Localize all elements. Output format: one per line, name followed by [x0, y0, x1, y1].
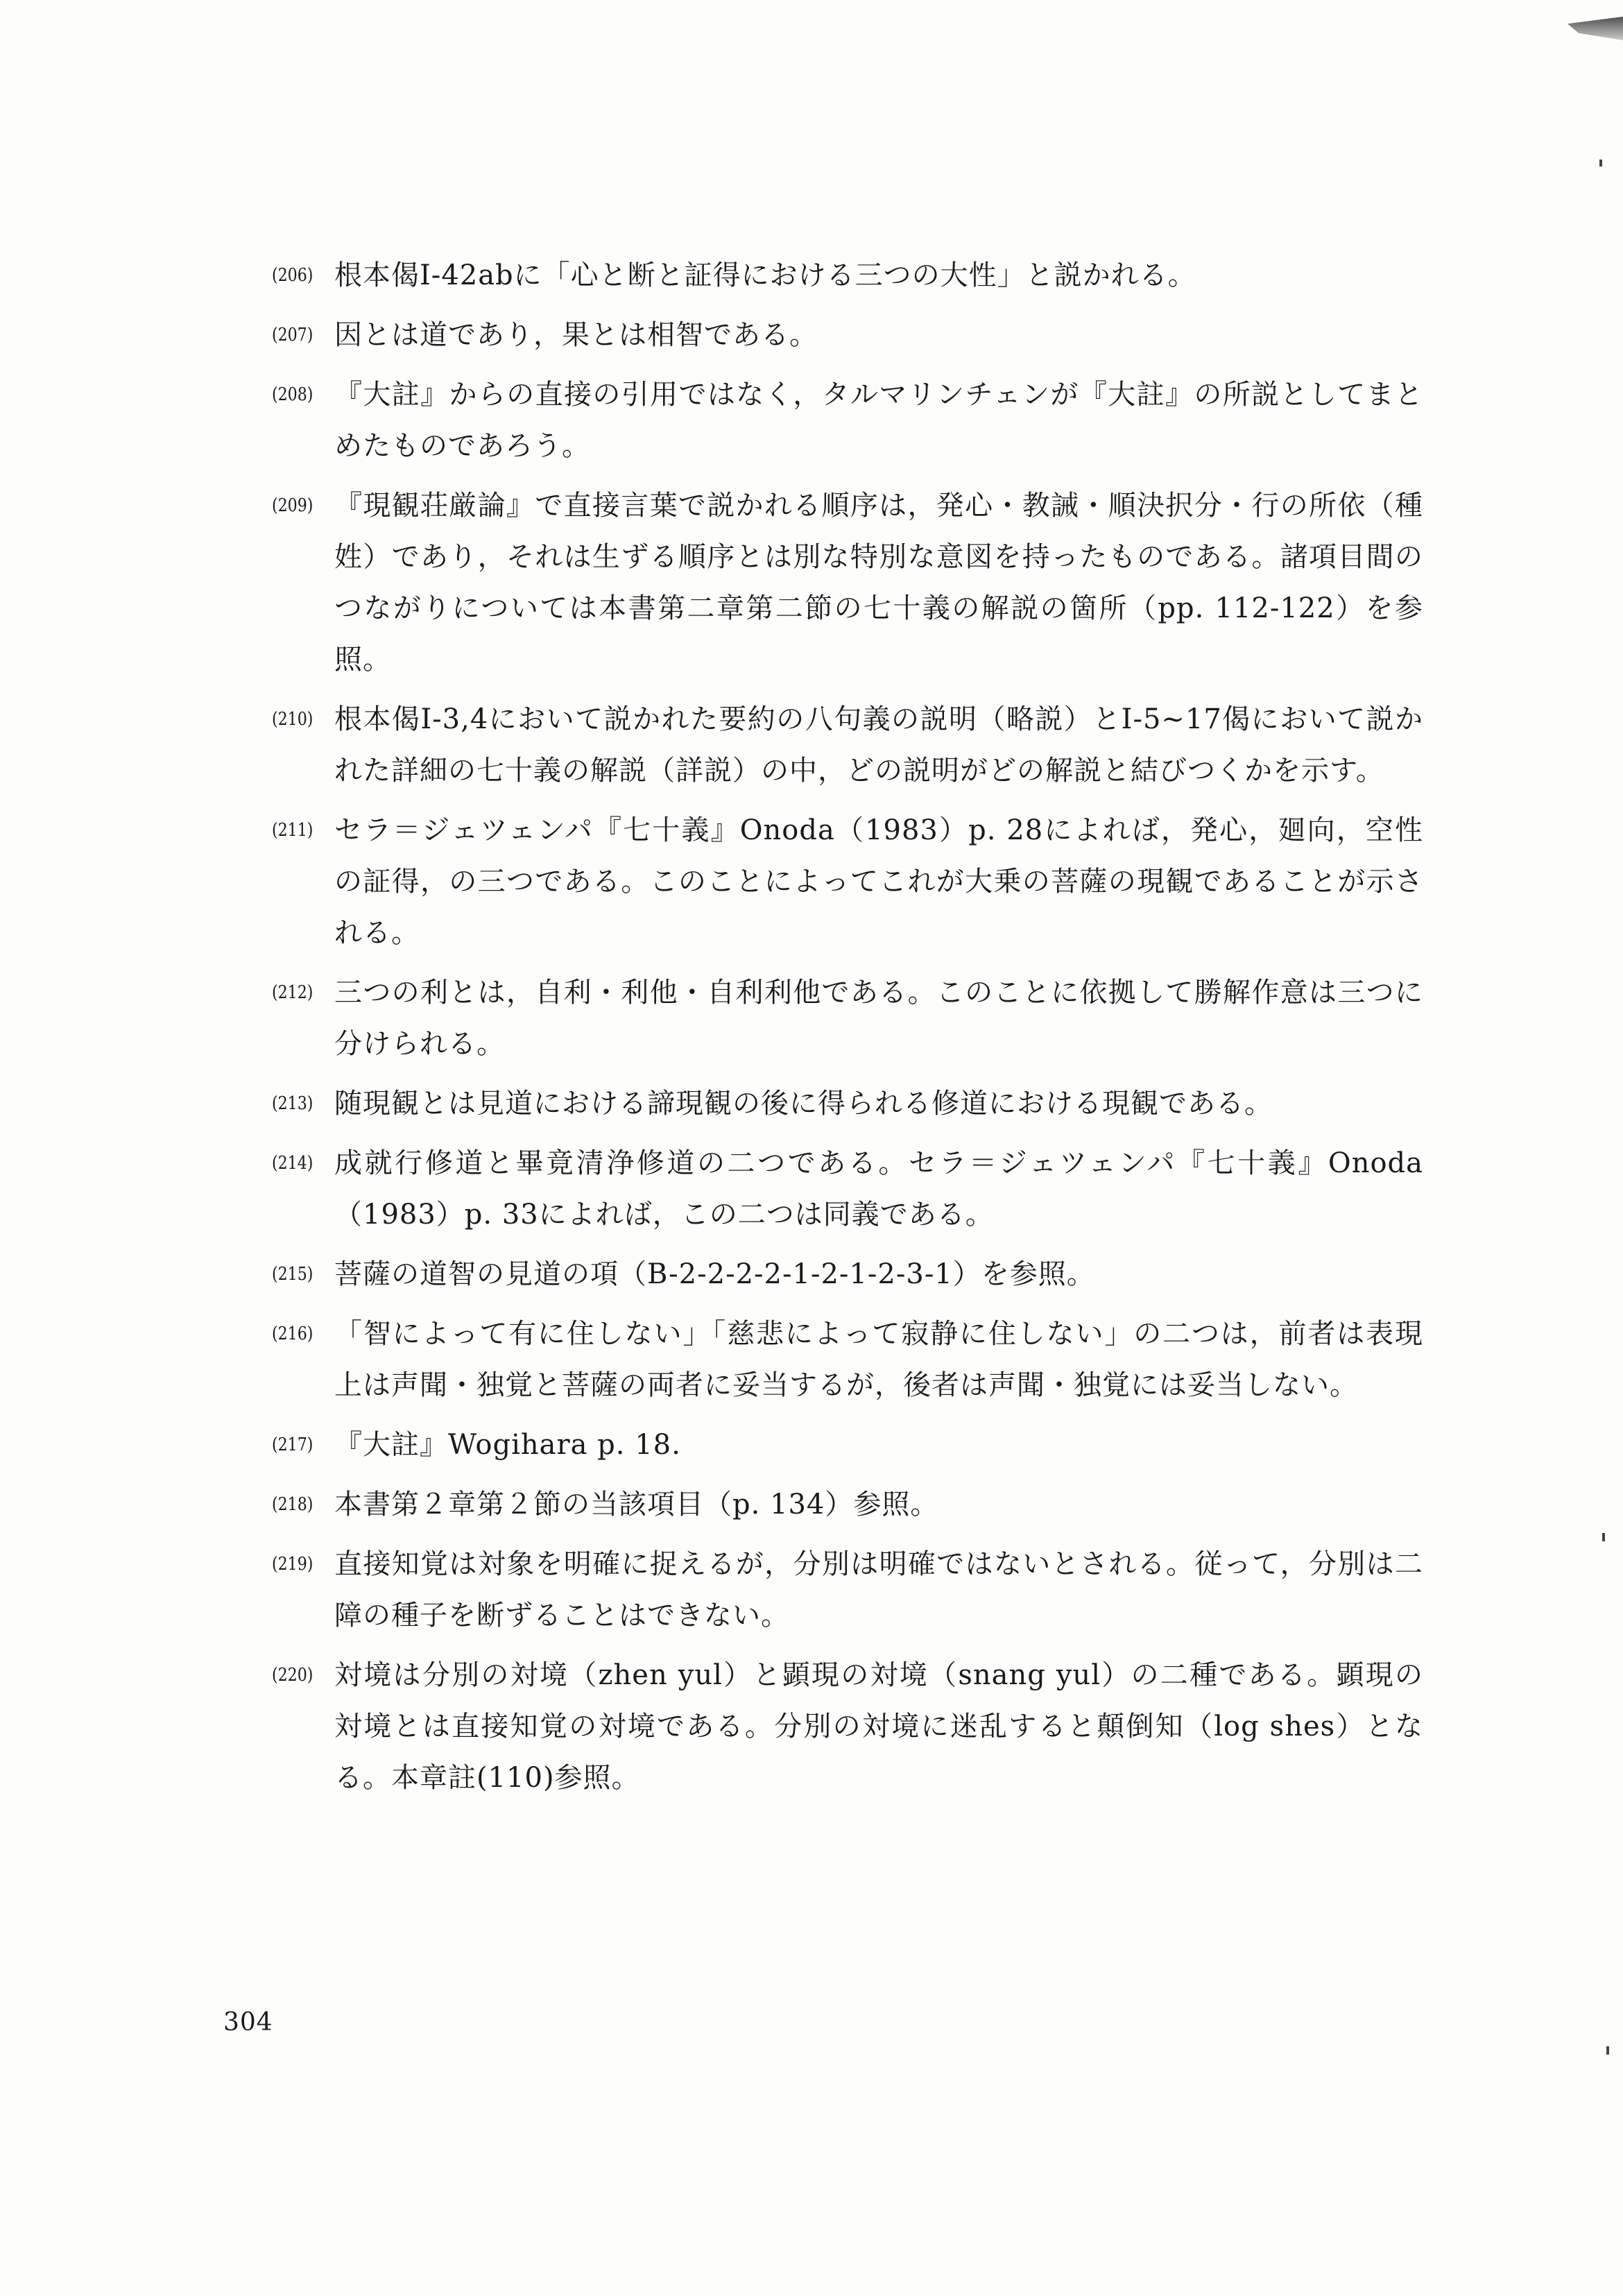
note-number: (209)	[272, 495, 314, 516]
note-text: 成就行修道と畢竟清浄修道の二つである。セラ＝ジェツェンパ『七十義』Onoda（1983）p. 33によれば，この二つは同義である。	[334, 1147, 1423, 1231]
note	[272, 369, 1423, 472]
note	[272, 480, 1423, 685]
note	[272, 1539, 1423, 1641]
note-text: 根本偈I-42abに「心と断と証得における三つの大性」と説かれる。	[334, 259, 1196, 291]
note-number: (212)	[272, 982, 314, 1003]
scan-speck	[1602, 1533, 1605, 1541]
note-text: 三つの利とは，自利・利他・自利利他である。このことに依拠して勝解作意は三つに分けられる。	[334, 977, 1423, 1060]
endnotes	[272, 250, 1423, 1812]
note-number: (208)	[272, 384, 314, 405]
note	[272, 250, 1423, 301]
note	[272, 1419, 1423, 1471]
note-number: (207)	[272, 325, 314, 345]
note	[272, 309, 1423, 361]
note-text: 直接知覚は対象を明確に捉えるが，分別は明確ではないとされる。従って，分別は二障の種子を断ずることはできない。	[334, 1548, 1423, 1631]
note-text: 随現観とは見道における諦現観の後に得られる修道における現観である。	[334, 1088, 1273, 1120]
note-text: 菩薩の道智の見道の項（B-2-2-2-2-1-2-1-2-3-1）を参照。	[334, 1258, 1095, 1290]
note	[272, 1249, 1423, 1300]
note	[272, 1650, 1423, 1804]
note-text: 『大註』Wogihara p. 18.	[334, 1429, 681, 1461]
note-number: (213)	[272, 1093, 314, 1114]
note-number: (220)	[272, 1665, 314, 1686]
scan-artifact	[1568, 17, 1623, 40]
note-number: (206)	[272, 265, 314, 286]
note-text: 根本偈I-3,4において説かれた要約の八句義の説明（略説）とI-5~17偈において説かれた詳細の七十義の解説（詳説）の中，どの説明がどの解説と結びつくかを示す。	[334, 703, 1423, 787]
note	[272, 1138, 1423, 1240]
note-number: (210)	[272, 709, 314, 730]
scan-speck	[1606, 2046, 1609, 2055]
note	[272, 1308, 1423, 1411]
note-text: 本書第２章第２節の当該項目（p. 134）参照。	[334, 1489, 939, 1520]
scan-speck	[1599, 160, 1602, 166]
note-number: (214)	[272, 1153, 314, 1174]
note	[272, 694, 1423, 796]
page-number: 304	[223, 2008, 273, 2037]
note-text: 『現観荘厳論』で直接言葉で説かれる順序は，発心・教誡・順決択分・行の所依（種姓）であり，それは生ずる順序とは別な特別な意図を持ったものである。諸項目間のつながりについては本書第二章第二節の七十義の解説の箇所（pp. 112-122）を参照。	[334, 490, 1423, 676]
note-text: 因とは道であり，果とは相智である。	[334, 319, 818, 351]
note	[272, 967, 1423, 1070]
note-number: (219)	[272, 1554, 314, 1575]
note-number: (216)	[272, 1323, 314, 1344]
note-text: 『大註』からの直接の引用ではなく，タルマリンチェンが『大註』の所説としてまとめたものであろう。	[334, 379, 1423, 462]
note-number: (218)	[272, 1494, 314, 1515]
note	[272, 805, 1423, 959]
note	[272, 1479, 1423, 1530]
note	[272, 1078, 1423, 1129]
note-text: 対境は分別の対境（zhen yul）と顕現の対境（snang yul）の二種である。顕現の対境とは直接知覚の対境である。分別の対境に迷乱すると顛倒知（log shes）となる。本章註(110)参照。	[334, 1659, 1423, 1794]
note-number: (215)	[272, 1264, 314, 1285]
note-text: セラ＝ジェツェンパ『七十義』Onoda（1983）p. 28によれば，発心，廻向，空性の証得，の三つである。このことによってこれが大乗の菩薩の現観であることが示される。	[334, 814, 1423, 949]
note-number: (217)	[272, 1434, 314, 1455]
note-number: (211)	[272, 820, 314, 841]
note-text: 「智によって有に住しない」「慈悲によって寂静に住しない」の二つは，前者は表現上は声聞・独覚と菩薩の両者に妥当するが，後者は声聞・独覚には妥当しない。	[334, 1318, 1423, 1401]
